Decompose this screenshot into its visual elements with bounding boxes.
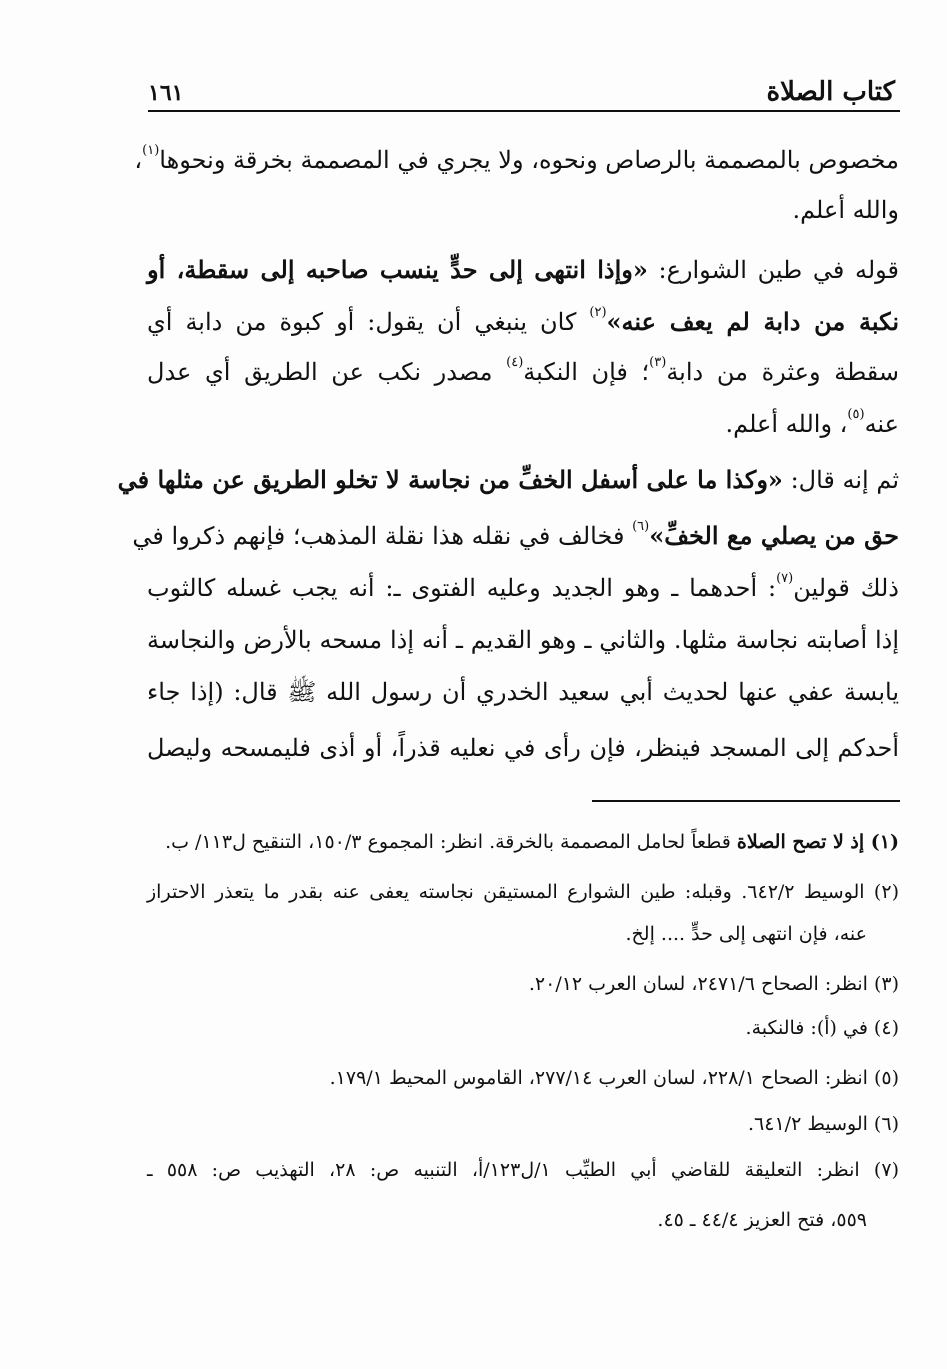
footnote-line bbox=[147, 876, 899, 908]
footnote-line bbox=[147, 826, 899, 858]
body-line bbox=[147, 352, 899, 392]
text-run: إذا أصابته نجاسة مثلها. والثاني ـ وهو القديم ـ أنه إذا مسحه بالأرض والنجاسة bbox=[147, 626, 899, 654]
text-run: عنه bbox=[864, 410, 899, 438]
footnote-marker: (٥) bbox=[847, 407, 865, 422]
text-run: : أحدهما ـ وهو الجديد وعليه الفتوى ـ: أنه يجب غسله كالثوب bbox=[147, 574, 777, 602]
text-run: ، bbox=[134, 146, 143, 174]
bold-text: «وإذا انتهى إلى حدٍّ ينسب صاحبه إلى سقطة، أو bbox=[147, 255, 648, 284]
page-number: ١٦١ bbox=[148, 80, 184, 106]
footnote-divider bbox=[592, 800, 900, 802]
footnote-line bbox=[147, 1204, 867, 1236]
footnote-marker: (٣) bbox=[649, 355, 667, 370]
text-run: (٥) انظر: الصحاح ٢٢٨/١، لسان العرب ٢٧٧/١٤، القاموس المحيط ١٧٩/١. bbox=[329, 1067, 899, 1089]
body-line bbox=[147, 568, 899, 608]
footnote-line bbox=[147, 1154, 899, 1186]
bold-text: حق من يصلي مع الخفِّ» bbox=[649, 521, 899, 550]
text-run: ٥٥٩، فتح العزيز ٤٤/٤ ـ ٤٥. bbox=[657, 1209, 867, 1231]
running-title: كتاب الصلاة bbox=[766, 77, 895, 107]
bold-text: «وكذا ما على أسفل الخفِّ من نجاسة لا تخلو الطريق عن مثلها في bbox=[117, 465, 783, 494]
text-run: ؛ فإن النكبة bbox=[523, 358, 650, 386]
text-run: سقطة وعثرة من دابة bbox=[666, 358, 899, 386]
footnote-line bbox=[147, 968, 899, 1000]
footnote-line bbox=[147, 1012, 899, 1044]
text-run: (٢) الوسيط ٦٤٢/٢. وقبله: طين الشوارع المستيقن نجاسته يعفى عنه بقدر ما يتعذر الاحتراز bbox=[147, 881, 899, 903]
text-run: مصدر نكب عن الطريق أي عدل bbox=[147, 358, 507, 386]
body-line bbox=[147, 672, 899, 712]
footnote-marker: (٦) bbox=[632, 519, 650, 534]
bold-text: نكبة من دابة لم يعف عنه» bbox=[606, 307, 899, 336]
text-run: ذلك قولين bbox=[793, 574, 899, 602]
text-run: (٦) الوسيط ٦٤١/٢. bbox=[748, 1113, 899, 1135]
body-line bbox=[132, 516, 899, 556]
footnote-marker: (٢) bbox=[589, 305, 607, 320]
footnote-marker: (١) bbox=[142, 143, 160, 158]
body-line bbox=[147, 620, 899, 660]
body-line bbox=[147, 404, 899, 444]
text-run: (٧) انظر: التعليقة للقاضي أبي الطيِّب ١/ل١٢٣/أ، التنبيه ص: ٢٨، التهذيب ص: ٥٥٨ ـ bbox=[147, 1159, 899, 1181]
footnote-line bbox=[147, 1062, 899, 1094]
text-run: (٤) في (أ): فالنكبة. bbox=[745, 1017, 899, 1039]
body-line bbox=[147, 190, 899, 230]
header-rule bbox=[148, 110, 900, 112]
text-run: كان ينبغي أن يقول: أو كبوة من دابة أي bbox=[147, 308, 590, 336]
body-line bbox=[134, 140, 899, 180]
bold-text: (١) إذ لا تصح الصلاة bbox=[736, 831, 899, 853]
footnote-line bbox=[147, 918, 867, 950]
text-run: ثم إنه قال: bbox=[782, 466, 899, 494]
body-line bbox=[147, 302, 899, 342]
text-run: عنه، فإن انتهى إلى حدٍّ .... إلخ. bbox=[625, 923, 867, 945]
text-run: قوله في طين الشوارع: bbox=[647, 256, 900, 284]
text-run: يابسة عفي عنها لحديث أبي سعيد الخدري أن رسول الله ﷺ قال: (إذا جاء bbox=[147, 678, 899, 706]
footnote-line bbox=[147, 1108, 899, 1140]
body-line bbox=[147, 250, 899, 290]
text-run: فخالف في نقله هذا نقلة المذهب؛ فإنهم ذكروا في bbox=[132, 522, 633, 550]
text-run: أحدكم إلى المسجد فينظر، فإن رأى في نعليه قذراً، أو أذى فليمسحه وليصل bbox=[147, 734, 899, 762]
text-run: ، والله أعلم. bbox=[725, 410, 848, 438]
text-run: قطعاً لحامل المصممة بالخرقة. انظر: المجموع ١٥٠/٣، التنقيح ل١١٣/ ب. bbox=[165, 831, 737, 853]
footnote-marker: (٧) bbox=[776, 571, 794, 586]
text-run: مخصوص بالمصممة بالرصاص ونحوه، ولا يجري في المصممة بخرقة ونحوها bbox=[159, 146, 899, 174]
body-line bbox=[147, 728, 899, 768]
text-run: (٣) انظر: الصحاح ٢٤٧١/٦، لسان العرب ٢٠/١٢. bbox=[528, 973, 899, 995]
body-line bbox=[117, 460, 899, 500]
footnote-marker: (٤) bbox=[506, 355, 524, 370]
text-run: والله أعلم. bbox=[792, 196, 899, 224]
